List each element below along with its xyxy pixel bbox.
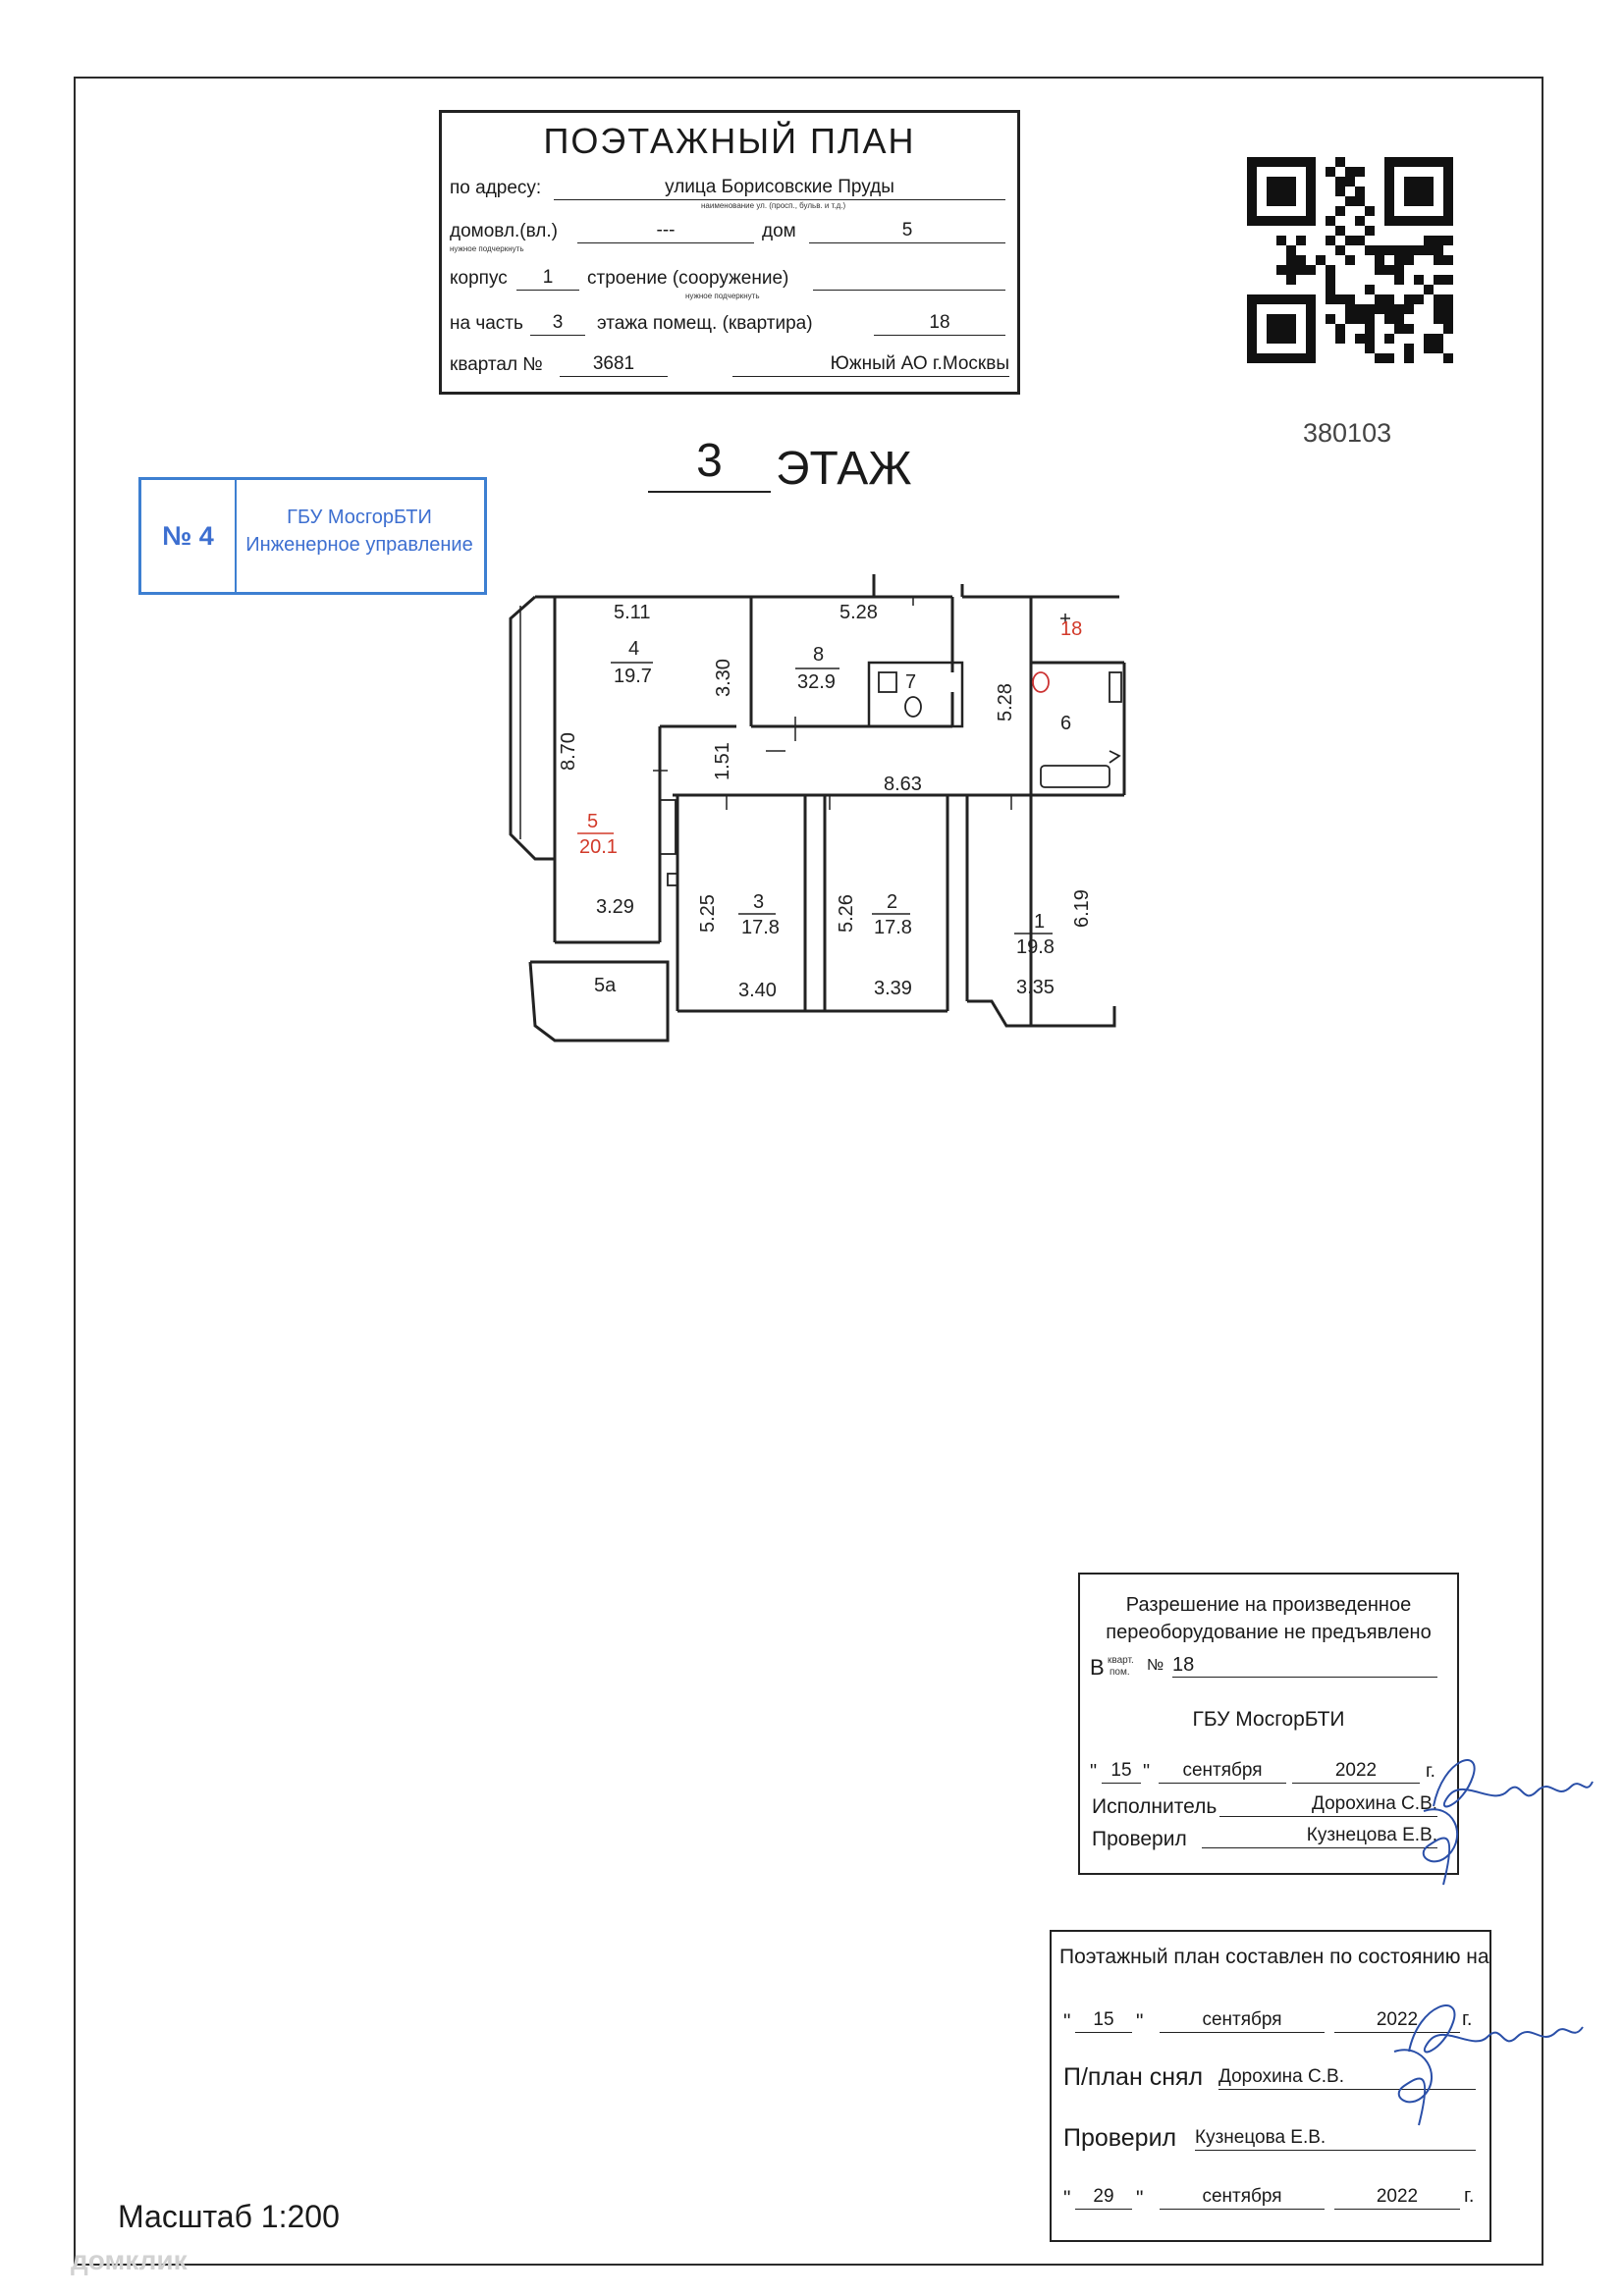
- state-checked-label: Проверил: [1063, 2124, 1177, 2152]
- permission-kvart: кварт.: [1108, 1655, 1134, 1666]
- address-value: улица Борисовские Пруды: [554, 176, 1005, 200]
- apartment-number: 18: [1060, 618, 1083, 640]
- dim-label: 5.28: [839, 602, 878, 623]
- state-box: [1050, 1930, 1491, 2242]
- address-hint: наименование ул. (просп., бульв. и т.д.): [701, 201, 846, 210]
- room-4-area: 19.7: [614, 666, 652, 687]
- dim-label: 5.11: [614, 602, 651, 623]
- part-value: 3: [530, 311, 585, 336]
- room-5a-number: 5а: [594, 975, 617, 996]
- room-5-number: 5: [587, 811, 599, 832]
- room-3-area: 17.8: [741, 917, 780, 938]
- quote-close: ": [1143, 1761, 1151, 1783]
- made-label: П/план снял: [1063, 2063, 1204, 2091]
- dim-label: 5.28: [995, 683, 1016, 721]
- quote-open: ": [1063, 2010, 1071, 2033]
- state-checker: Кузнецова Е.В.: [1195, 2126, 1476, 2151]
- state-year: 2022: [1334, 2008, 1460, 2033]
- room-4-number: 4: [628, 638, 640, 660]
- state-day2: 29: [1075, 2185, 1132, 2210]
- state-year2: 2022: [1334, 2185, 1460, 2210]
- room-2-area: 17.8: [874, 917, 912, 938]
- dim-label: 5.26: [836, 894, 857, 933]
- dim-label: 3.40: [738, 980, 777, 1001]
- district: Южный АО г.Москвы: [732, 352, 1009, 377]
- room-6-number: 6: [1060, 713, 1072, 734]
- permission-line1: Разрешение на произведенное: [1125, 1594, 1412, 1616]
- plan-header-box: [439, 110, 1020, 395]
- state-g: г.: [1462, 2008, 1473, 2030]
- permission-day: 15: [1102, 1759, 1141, 1784]
- dim-label: 8.70: [558, 732, 579, 771]
- dim-label: 6.19: [1071, 889, 1093, 928]
- dim-label: 5.25: [697, 894, 719, 933]
- stamp-line1: ГБУ МосгорБТИ: [287, 507, 432, 528]
- korpus-value: 1: [516, 266, 579, 291]
- state-title: Поэтажный план составлен по состоянию на: [1059, 1946, 1489, 1968]
- dim-label: 3.35: [1016, 977, 1055, 998]
- stroenie-hint: нужное подчеркнуть: [685, 292, 760, 300]
- permission-org: ГБУ МосгорБТИ: [1192, 1708, 1345, 1731]
- dim-label: 8.63: [884, 774, 922, 795]
- checked-label: Проверил: [1092, 1828, 1187, 1850]
- quote-close: ": [1136, 2187, 1144, 2210]
- kvartal-label: квартал №: [450, 354, 543, 375]
- qr-code: [1247, 157, 1453, 363]
- state-g2: г.: [1464, 2185, 1475, 2207]
- executor-label: Исполнитель: [1092, 1795, 1218, 1818]
- stamp-line2: Инженерное управление: [245, 534, 473, 556]
- dim-label: 3.39: [874, 978, 912, 999]
- dim-label: 3.30: [713, 659, 734, 697]
- address-label: по адресу:: [450, 178, 542, 198]
- dim-label: 1.51: [712, 742, 733, 780]
- floor-room-label: этажа помещ. (квартира): [597, 313, 813, 334]
- state-month: сентября: [1160, 2008, 1325, 2033]
- checker-name: Кузнецова Е.В.: [1202, 1824, 1437, 1848]
- permission-no: №: [1147, 1657, 1164, 1674]
- floor-heading: [648, 436, 933, 499]
- state-day: 15: [1075, 2008, 1132, 2033]
- room-8-area: 32.9: [797, 671, 836, 693]
- dim-label: 3.29: [596, 896, 634, 918]
- stamp-text: [237, 504, 482, 559]
- quote-open: ": [1090, 1761, 1098, 1783]
- watermark: домклик: [71, 2245, 188, 2275]
- stamp-number: № 4: [141, 480, 237, 592]
- bti-stamp: [138, 477, 487, 595]
- floor-number: 3: [648, 436, 771, 493]
- floor-room-value: 18: [874, 311, 1005, 336]
- stroenie-label: строение (сооружение): [587, 268, 789, 289]
- room-1-area: 19.8: [1016, 936, 1055, 958]
- permission-v: В: [1090, 1655, 1105, 1680]
- scale-label: Масштаб 1:200: [118, 2199, 340, 2234]
- room-1-number: 1: [1034, 911, 1046, 933]
- room-8-number: 8: [813, 644, 825, 666]
- dom-label: дом: [762, 221, 796, 241]
- floor-plan: [481, 545, 1129, 1095]
- document-code: 380103: [1303, 418, 1392, 448]
- permission-pom: пом.: [1110, 1667, 1130, 1678]
- part-label: на часть: [450, 313, 523, 334]
- state-month2: сентября: [1160, 2185, 1325, 2210]
- dom-value: 5: [809, 219, 1005, 243]
- permission-g: г.: [1426, 1761, 1435, 1782]
- room-7-number: 7: [905, 671, 917, 693]
- permission-year: 2022: [1292, 1759, 1420, 1784]
- korpus-label: корпус: [450, 268, 508, 289]
- quote-close: ": [1136, 2010, 1144, 2033]
- domovl-hint: нужное подчеркнуть: [450, 244, 524, 253]
- room-5-area: 20.1: [579, 836, 618, 858]
- executor-name: Дорохина С.В.: [1219, 1792, 1437, 1817]
- permission-month: сентября: [1159, 1759, 1286, 1784]
- made-by: Дорохина С.В.: [1218, 2065, 1476, 2090]
- stroenie-value: [813, 266, 1005, 291]
- document-title: ПОЭТАЖНЫЙ ПЛАН: [543, 121, 916, 161]
- quote-open: ": [1063, 2187, 1071, 2210]
- domovl-value: ---: [577, 219, 754, 243]
- permission-no-value: 18: [1172, 1653, 1437, 1678]
- room-3-number: 3: [753, 891, 765, 913]
- room-2-number: 2: [887, 891, 898, 913]
- permission-box: [1078, 1573, 1459, 1875]
- domovl-label: домовл.(вл.): [450, 221, 558, 241]
- kvartal-value: 3681: [560, 352, 668, 377]
- permission-line2: переоборудование не предъявлено: [1106, 1622, 1432, 1643]
- floor-label: ЭТАЖ: [776, 443, 912, 495]
